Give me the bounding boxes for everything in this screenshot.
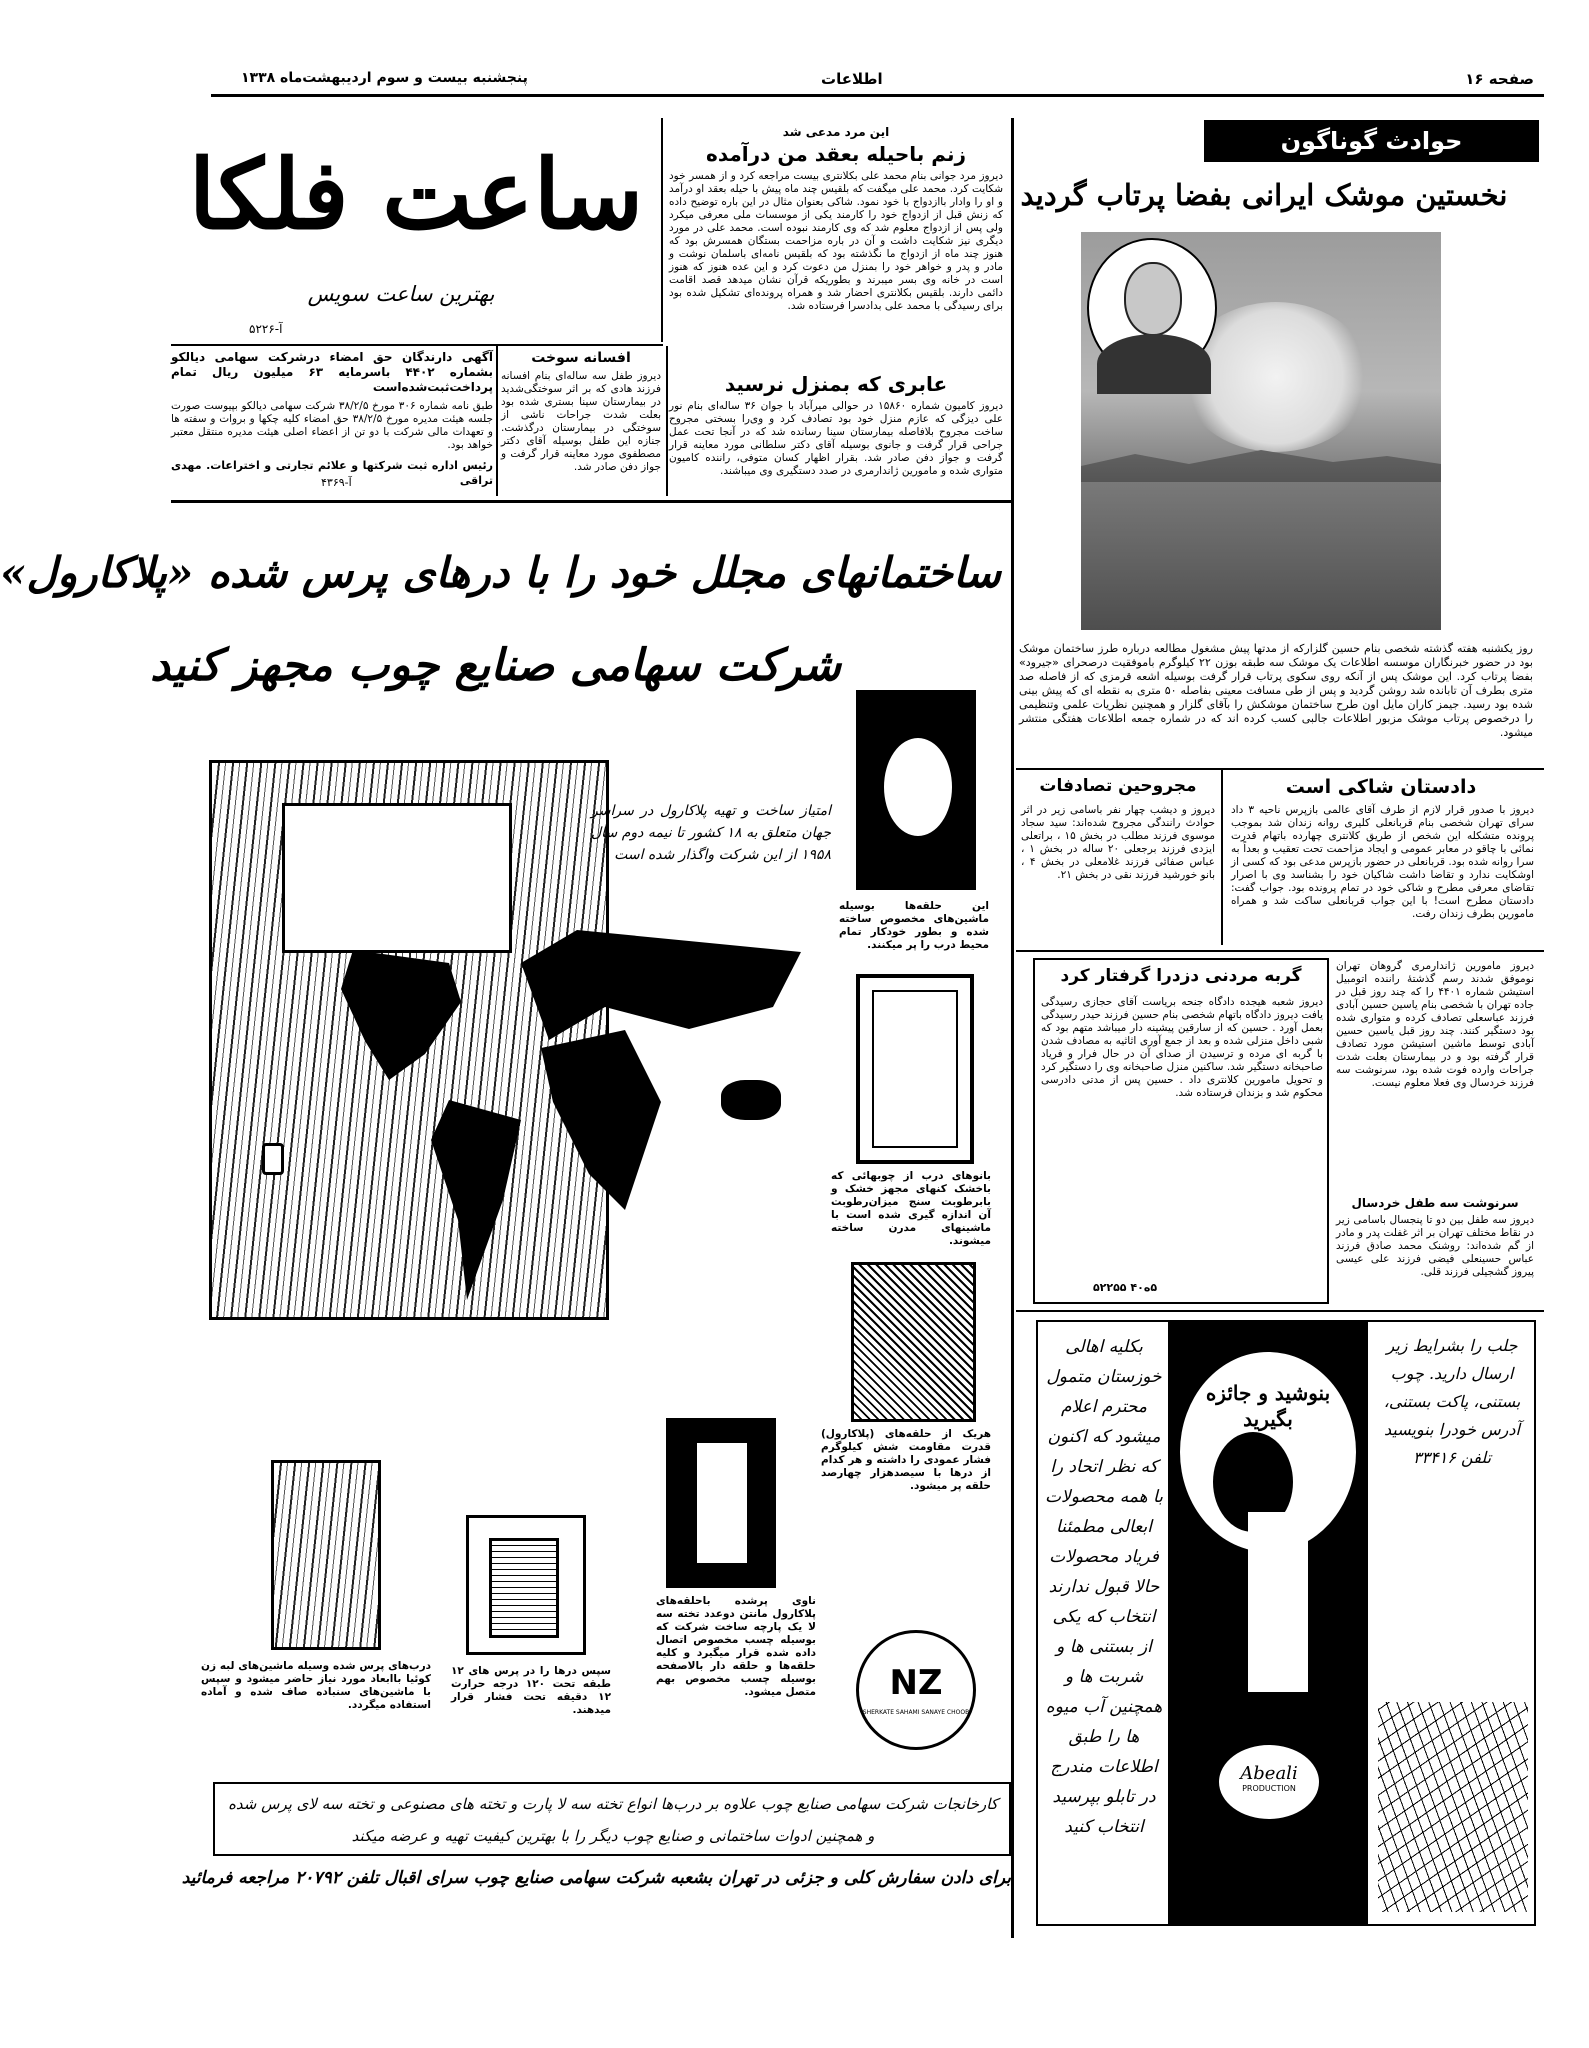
press-layers <box>489 1538 559 1638</box>
company-logo <box>856 1630 976 1750</box>
top-rule <box>211 94 1544 97</box>
cells-illustration <box>851 1262 976 1422</box>
shareholders-body: طبق نامه شماره ۳۰۶ مورخ ۳۸/۲/۵ شرکت سهامی دیالکو بپیوست صورت جلسه هیئت مدیره مورخ ۳۸/۲/۵ حق امضاء کلیه چکها و بروات و سفته ها و تعهدات مالی شرکت با دو تن از اعضاء اصلی هیئت مدیره منتقل معتبر خواهد بود. <box>171 400 494 451</box>
court-divider <box>1221 770 1223 945</box>
cover-panel <box>694 1440 750 1566</box>
top-block-rule <box>171 500 1011 503</box>
burn-body: دیروز طفل سه ساله‌ای بنام افسانه فرزند هادی که بر اثر سوختگی‌شدید در بیمارستان سینا بستری شده بود بعلت شدت جراحات ناشی از سوختگی در بیمارستان درگذشت. جنازه این طفل بوسیله آقای دکتر مصطفوی مورد معاینه قرار گرفت و جواز دفن صادر شد. <box>501 370 661 473</box>
question-mark-panel <box>1168 1322 1368 1924</box>
door-frame-inner <box>872 990 958 1148</box>
plywood-intro: امتیاز ساخت و تهیه پلاکارول در سراسر جهان متعلق به ۱۸ کشور تا نیمه دوم سال ۱۹۵۸ از این شرکت واگذار شده است <box>591 803 831 863</box>
right-col-rule-3 <box>1016 1310 1544 1312</box>
watch-divider <box>661 118 663 342</box>
logo-label: SHERKATE SAHAMI SANAYE CHOOB <box>862 1709 970 1716</box>
widow-body: دیروز مامورین ژاندارمری گروهان تهران نوموفق شدند رسم گذشتهٔ راننده اتومبیل استیشن شماره ۴۴۰۱ را که چند روز قبل در جاده تهران با شخصی بنام یاسین حسین آبادی فرزند عباسعلی تصادف کرده و متواری شده بود دستگیر کنند. چند روز قبل یاسین حسین آبادی توسط ماشین استیشن مورد تصادف قرار گرفته بود و در بیمارستان بعلت شدت جراحات وارده فوت شده بود، سرنوشت سه فرزند خردسال وی فعلا معلوم نیست. <box>1336 960 1534 1089</box>
main-column-divider <box>1011 118 1014 1938</box>
watch-brand: ساعت فلکا <box>188 138 644 251</box>
notice-title: این مرد مدعی شد <box>782 125 890 139</box>
map-africa <box>541 1030 661 1210</box>
burn-headline: افسانه سوخت <box>531 350 631 366</box>
press-illustration <box>466 1515 586 1655</box>
thief-footer: ۵ه‌۴۰ ۵۲۲۵۵ <box>1092 1281 1158 1294</box>
watch-code: آ-۵۲۲۶ <box>249 322 283 336</box>
question-mark-stem <box>1248 1512 1308 1692</box>
passerby-headline: عابری که بمنزل نرسید <box>724 372 948 396</box>
notice-body: دیروز مرد جوانی بنام محمد علی بکلانتری بیست مراجعه کرد و از همسر خود شکایت کرد. محمد علی میگفت که بلقیس چند ماه پیش با حیله بعقد او درآمد و او را وادار باازدواج با خود نمود. شاکی بعنوان مثال در این باره توضیح داده که زنش قبل از ازدواج خود را کارمند یکی از موسسات ملی معرفی میکرد ولی پس از ازدواج معلوم شد که وی کارمند نبوده است. محمد علی در مورد دیگری نیز شکایت داشت و آن در باره مزاحمت بستگان همسرش بود که هنوز چند ماه از ازدواج ما نگذشته بود که بلقیس نامه‌ای باسلمان نوشت و مادر و پدر و خواهر خود را بمنزل من دعوت کرد و این عده هنوز که هنوز است در خانه وی بسر میبرند و بطوریکه قرآن نشان میدهد قصد اقامت دائمی دارند. بلقیس بکلانتری احضار شد و همراه پرونده‌ای تشکیل شده بود برای رسیدگی با محمد علی بدادسرا فرستاده شد. <box>669 170 1003 312</box>
abeali-right-panel: جلب را بشرایط زیر ارسال دارید. چوب بستنی، پاکت بستنی، آدرس خودرا بنویسید تلفن ۳۳۴۱۶ <box>1383 1336 1521 1467</box>
injured-body: دیروز و دیشب چهار نفر باسامی زیر در اثر حوادث رانندگی مجروح شده‌اند: سید سجاد موسوی فرزند مطلب در بخش ۱۵ ، براتعلی ایزدی فرزند برجعلی ۲۰ ساله در بخش ۱ ، عباس صفائی فرزند غلامعلی در بخش ۴ ، بانو خورشید فرزند نقی در بخش ۲۱. <box>1021 804 1216 881</box>
widow-headline-hidden <box>1336 946 1337 947</box>
watch-tagline: بهترین ساعت سویس <box>307 282 495 306</box>
abeali-left-panel: بکلیه اهالی خوزستان متمول محترم اعلام میشود که اکنون که نظر اتحاد را با همه محصولات ابعالی مطمئنا فریاد محصولات حالا قبول ندارند انتخاب که یکی از بستنی ها و شربت ها و همچنین آب میوه ها را طبق اطلاعات مندرج در تابلو بپرسید انتخاب کنید <box>1045 1337 1163 1837</box>
right-col-rule-1 <box>1016 768 1544 770</box>
door-frame-illustration <box>856 974 974 1164</box>
passerby-body: دیروز کامیون شماره ۱۵۸۶۰ در حوالی میرآباد با جوان ۳۶ ساله‌ای بنام نور علی دیزگی که عازم منزل خود بود تصادف کرد و وی‌را بسختی مجروح ساخت مجروح بلافاصله بیمارستان سینا رسانده شد که در آنجا تحت عمل جراحی قرار گرفت و جانوی بوسیله آقای دکتر سلطانی مورد معاینه قرار گرفت و جواز دفن صادر شد. بقرار اظهار کسان متوفی، راننده کامیون متواری شده و مامورین ژاندارمری در صدد دستگیری وی میباشند. <box>669 400 1003 477</box>
portrait-head <box>1124 262 1182 336</box>
accidents-banner-text: حوادث گوناگون <box>1280 127 1463 155</box>
portrait-shoulders <box>1097 334 1211 394</box>
plywood-bottom-box-text: کارخانجات شرکت سهامی صنایع چوب علاوه بر درب‌ها انواع تخته سه لا پارت و تخته های مصنوعی و تخته سه لای پرس شده و همچنین ادوات ساختمانی و صنایع چوب دیگر را با بهترین کیفیت تهیه و عرضه میکند <box>228 1795 998 1845</box>
ring-curl <box>878 732 958 842</box>
shareholders-headline: آگهی دارندگان حق امضاء درشرکت سهامی دیالکو بشماره ۴۴۰۲ باسرمایه ۶۳ میلیون ریال تمام پرداخت‌ثبت‌شده‌است <box>171 350 494 394</box>
court-headline: دادستان شاکی است <box>1285 776 1477 798</box>
plywood-subheadline: شرکت سهامی صنایع چوب مجهز کنید <box>150 640 841 691</box>
caption-rings: این حلقه‌ها بوسیله ماشین‌های مخصوص ساخته شده و بطور خودکار تمام محیط درب را پر میکنند. <box>839 900 989 951</box>
plywood-bottom-box <box>213 1782 1011 1856</box>
map-australia <box>721 1080 781 1120</box>
injured-headline: مجروحین تصادفات <box>1039 776 1197 796</box>
caption-cells: هریک از حلقه‌های (پلاکارول) قدرت مقاومت شش کیلوگرم فشار عمودی را داشته و هر کدام از درها با سیصد‌هزار چهارصد حلقه پر میشود. <box>821 1428 991 1492</box>
plywood-headline: ساختمانهای مجلل خود را با درهای پرس شده «پلاکارول» <box>0 548 1001 597</box>
thief-box <box>1033 958 1329 1304</box>
covers-illustration <box>666 1418 776 1588</box>
badge-text: Abeali <box>1240 1763 1298 1784</box>
accidents-banner <box>1204 120 1539 162</box>
notice-headline: زنم باحیله بعقد من درآمده <box>706 142 966 166</box>
rocket-caption: روز یکشنبه هفته گذشته شخصی بنام حسین گلزارکه از مدتها پیش مشغول مطالعه درباره طرز ساختمان موشک بود در حضور خبرنگاران موسسه اطلاعات یک موشک سه طبقه بوزن ۲۲ کیلوگرم باموفقیت درصحرای «جیرود» بفضا پرتاب کرد. این موشک پس از آنکه روی سکوی پرتاب قرار گرفت بوسیله اشعه قرمزی که از فاصله صد متری بطرف آن تابانده شد روشن گردید و پس از طی مسافت معینی بفاصله ۵۰ متری به نقطه ای که پیش بینی شده بود رسید. جیمز کاران مایل اون طرح ساختمان موشکش را بآقای گلزار و همچنین نظریات علمی وتنظیمی را درخصوص پرتاب موشک مزبور اطلاعات جالبی کسب کرده اند که در شماره جمعه اطلاعات هفتگی منتشر میشود. <box>1019 642 1533 739</box>
world-map <box>321 880 801 1310</box>
door-handle <box>262 1143 284 1175</box>
issue-date: پنجشنبه بیست و سوم اردیبهشت‌ماه ۱۳۳۸ <box>241 70 528 86</box>
thief-body: دیروز شعبه هیجده دادگاه جنحه بریاست آقای حجازی رسیدگی یافت دیروز دادگاه باتهام شخصی بنام حسین فرزند حیدر رسیدگی بعمل آورد . حسین که از سارقین پیشینه دار میباشد متهم بود که شبی داخل منزلی شده و بعد از جمع آوری اثاثیه به مصادف شدن با گربه ای مرده و ترسیدن از صدای آن در حال فرار و فریاد صاحبخانه دستگیر شد. ساکنین منزل صاحبخانه وی را دستگیر کرد و تحویل مامورین کلانتری داد . حسین پس از مدتی دادرسی محکوم شد و بزندان فرستاده شد. <box>1041 996 1323 1099</box>
rings-illustration <box>856 690 976 890</box>
caption-covers: ناوی پرشده باحلقه‌های پلاکارول مانتن دوعدد تخته سه لا یک پارچه ساخت شرکت که بوسیله چسب مخصوص اتصال داده شده قرار میگیرد و کلیه حلقه‌ها و حلقه دار بالاصفحه بوسیله چسب مخصوص بهم متصل میشود. <box>656 1595 816 1698</box>
burn-divider <box>496 346 498 496</box>
abeali-ad <box>1036 1320 1536 1926</box>
court-body: دیروز با صدور قرار لازم از طرف آقای عالمی بازپرس ناحیه ۳ داد سرای تهران شخصی بنام قربانعلی کلیری روانه زندان شد بموجب پرونده متشکله این شخص از طریق کلانتری چهارده باتهام قدرت نمائی با چاقو در معابر عمومی و ایجاد مزاحمت تحت تعقیب و بعداً به سرا روانه شده بود. قربانعلی در حضور بازپرس مدعی بود که کسی از اوشکایت ندارد و تقاضا داشت شاکیان خود را بشناسد وی با اصرار تقاضای معرفی مطرح و شاکی خود در تمام پرونده بود. جواب گفت: دادستان مطرح است! با این جواب قربانعلی ساکت شد و همراه مامورین بطرف زندان رفت. <box>1231 804 1534 920</box>
inventor-portrait <box>1087 238 1217 378</box>
logo-mark: NZ <box>889 1663 943 1703</box>
badge-sub: PRODUCTION <box>1242 1784 1296 1793</box>
map-south-america <box>431 1100 521 1300</box>
map-europe-asia <box>521 930 801 1040</box>
rocket-photo <box>1081 232 1441 630</box>
scribble-art <box>1378 1702 1528 1912</box>
thief-headline: گربه مردنی دزدرا گرفتار کرد <box>1060 966 1302 986</box>
finished-door-illustration <box>271 1460 381 1650</box>
caption-press: سپس درها را در پرس های ۱۲ طبقه تحت ۱۲۰ درجه حرارت ۱۲ دقیقه تحت فشار قرار میدهند. <box>451 1665 611 1716</box>
abeali-badge <box>1216 1742 1322 1822</box>
paper-name: اطلاعات <box>821 70 883 88</box>
shareholders-signature: رئیس اداره ثبت شرکتها و علائم تجارتی و اختراعات. مهدی تراقی <box>171 459 493 487</box>
right-col-rule-2 <box>1016 950 1544 952</box>
page-label: صفحه ۱۶ <box>1465 70 1534 88</box>
plywood-phone-line: برای دادن سفارش کلی و جزئی در تهران بشعبه شرکت سهامی صنایع چوب سرای اقبال تلفن ۲۰۷۹۲ مراجعه فرمائید <box>181 1868 1011 1888</box>
widow-subhead: سرنوشت سه طفل خردسال <box>1351 1196 1519 1210</box>
watch-bottom-rule <box>171 344 663 346</box>
map-north-america <box>341 950 461 1080</box>
caption-finished: درب‌های پرس شده وسیله ماشین‌های لبه زن کوئیا باابعاد مورد نیاز حاضر میشود و سپس با ماشین‌های سنباده صاف شده و آماده استفاده میگردد. <box>201 1660 431 1711</box>
question-text: بنوشید و جائزه بگیرید <box>1205 1381 1331 1431</box>
rocket-headline: نخستین موشک ایرانی بفضا پرتاب گردید <box>1020 178 1508 212</box>
passerby-divider <box>666 346 668 496</box>
widow-sub-body: دیروز سه طفل بین دو تا پنجسال باسامی زیر در نقاط مختلف تهران بر اثر غفلت پدر و مادر از گم شده‌اند: روشنک محمد صادق فرزند عباس حسینعلی فیضی فرزند علی عیسی پیروز گشجیلی فرزند قلی. <box>1336 1214 1534 1278</box>
shareholders-code: آ-۴۳۶۹ <box>321 476 352 489</box>
caption-door: بانوهای درب از چوبهائی که باخشک کنهای مجهز خشک و بابرطوبت سنج میزان‌رطوبت آن اندازه گیری شده است با ماشینهای مدرن ساخته میشوند. <box>831 1170 991 1247</box>
